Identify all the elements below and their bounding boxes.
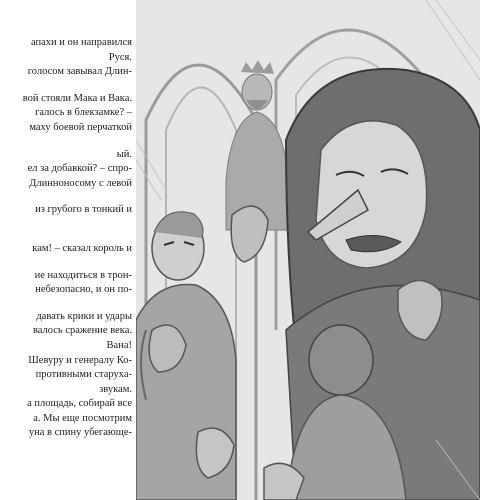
illustration-drawing (136, 0, 480, 500)
text-line: а площадь, собирай все (27, 398, 132, 410)
text-line (0, 136, 132, 148)
text-line: из грубого в тонкий и (35, 204, 132, 216)
text-line: Вана! (106, 339, 132, 351)
text-line: а. Мы еще посмотрим (33, 412, 132, 424)
text-column (0, 36, 132, 441)
text-line: кам! – сказал король и (32, 242, 132, 254)
text-line (0, 218, 132, 230)
text-line: небезопасно, и он по- (35, 284, 132, 296)
text-line: ый. (116, 148, 132, 160)
text-line (0, 80, 132, 92)
text-line (0, 257, 132, 269)
text-line: ел за добавкой? – спро- (27, 163, 132, 175)
text-line: Шевуру и генералу Ко- (28, 354, 132, 366)
text-line (0, 230, 132, 242)
text-line (0, 191, 132, 203)
text-line: Руся. (108, 51, 132, 63)
text-line: противными старуха- (35, 369, 132, 381)
text-line: галось в блекзамке? – (35, 107, 132, 119)
text-line: ие находиться в трон- (34, 269, 132, 281)
text-line: маху боевой перчаткой (29, 121, 132, 133)
text-line: давать крики и удары (36, 310, 132, 322)
text-line (0, 298, 132, 310)
text-line: уна в спину убегающе- (28, 427, 132, 439)
text-line: Длинноносому с левой (29, 177, 132, 189)
pencil-illustration (136, 0, 480, 500)
child-head (309, 325, 373, 395)
text-line: вой стояли Мака и Вака. (22, 92, 132, 104)
text-line: голосом завывал Длин- (27, 66, 132, 78)
text-line: апахи и он направился (30, 37, 132, 48)
text-line: валось сражение века. (32, 325, 132, 337)
text-line: звукам. (99, 383, 132, 395)
